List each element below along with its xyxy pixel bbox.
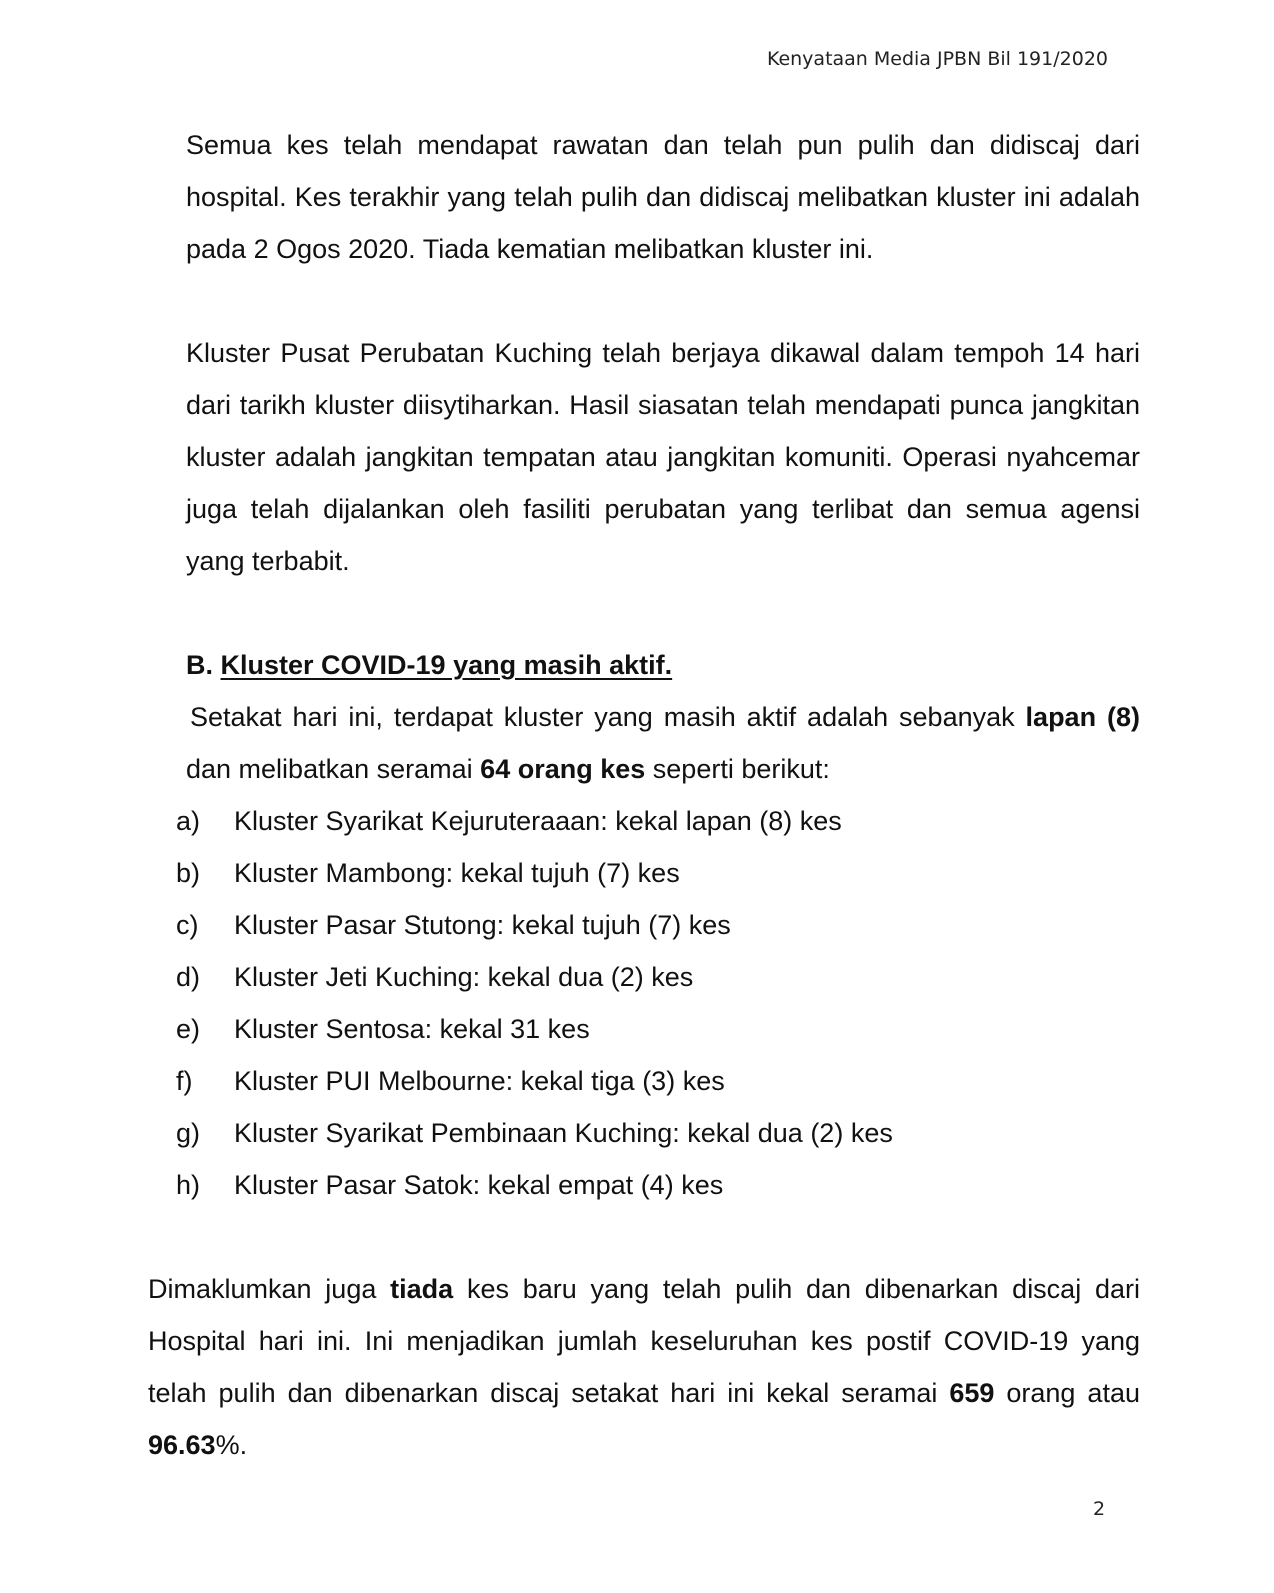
list-marker: b) <box>176 858 201 888</box>
summary-text-4: %. <box>215 1430 248 1460</box>
list-item <box>176 1055 893 1107</box>
list-marker: f) <box>176 1066 193 1096</box>
summary-text-2: kes baru yang telah pulih dan dibenarkan discaj dari Hospital hari ini. Ini menjadikan jumlah keseluruhan kes postif COVID-19 yang telah pulih dan dibenarkan discaj setakat hari ini kekal seramai <box>148 1274 1140 1408</box>
page-number: 2 <box>1093 1498 1106 1520</box>
paragraph-cluster-controlled: Kluster Pusat Perubatan Kuching telah berjaya dikawal dalam tempoh 14 hari dari tarikh kluster diisytiharkan. Hasil siasatan telah mendapati punca jangkitan kluster adalah jangkitan tempatan atau jangkitan komuniti. Operasi nyahcemar juga telah dijalankan oleh fasiliti perubatan yang terlibat dan semua agensi yang terbabit. <box>186 338 1140 576</box>
list-item <box>176 795 893 847</box>
summary-text-3: orang atau <box>1006 1378 1140 1408</box>
list-item <box>176 899 893 951</box>
list-item <box>176 951 893 1003</box>
summary-bold-none: tiada <box>390 1274 454 1304</box>
intro-bold-cluster-count: lapan (8) <box>1025 702 1140 732</box>
list-item-text: Kluster Jeti Kuching: kekal dua (2) kes <box>234 962 694 992</box>
list-item <box>176 1003 893 1055</box>
list-item <box>176 847 893 899</box>
list-marker: c) <box>176 910 199 940</box>
list-marker: g) <box>176 1118 201 1148</box>
list-item-text: Kluster Pasar Stutong: kekal tujuh (7) kes <box>234 910 731 940</box>
intro-text-3: seperti berikut: <box>652 754 830 784</box>
intro-text-2: dan melibatkan seramai <box>186 754 473 784</box>
intro-text-1: Setakat hari ini, terdapat kluster yang masih aktif adalah sebanyak <box>190 702 1015 732</box>
list-item-text: Kluster Syarikat Kejuruteraaan: kekal lapan (8) kes <box>234 806 842 836</box>
list-item-text: Kluster Pasar Satok: kekal empat (4) kes <box>234 1170 724 1200</box>
section-b-prefix: B. <box>186 650 213 680</box>
summary-bold-percentage: 96.63 <box>148 1430 216 1460</box>
list-item <box>176 1159 893 1211</box>
list-marker: a) <box>176 806 201 836</box>
document-header: Kenyataan Media JPBN Bil 191/2020 <box>766 48 1108 70</box>
section-b-title: Kluster COVID-19 yang masih aktif. <box>220 650 673 680</box>
paragraph-recovery-status: Semua kes telah mendapat rawatan dan telah pun pulih dan didiscaj dari hospital. Kes terakhir yang telah pulih dan didiscaj melibatkan kluster ini adalah pada 2 Ogos 2020. Tiada kematian melibatkan kluster ini. <box>186 130 1140 264</box>
list-item <box>176 1107 893 1159</box>
paragraph-active-clusters-intro <box>186 691 1140 795</box>
list-item-text: Kluster PUI Melbourne: kekal tiga (3) kes <box>234 1066 725 1096</box>
list-item-text: Kluster Mambong: kekal tujuh (7) kes <box>234 858 680 888</box>
list-marker: d) <box>176 962 201 992</box>
list-item-text: Kluster Sentosa: kekal 31 kes <box>234 1014 590 1044</box>
list-item-text: Kluster Syarikat Pembinaan Kuching: kekal dua (2) kes <box>234 1118 893 1148</box>
list-marker: h) <box>176 1170 201 1200</box>
summary-text-1: Dimaklumkan juga <box>148 1274 377 1304</box>
active-cluster-list <box>176 795 893 1211</box>
paragraph-discharge-summary <box>148 1263 1140 1471</box>
section-b-heading <box>186 639 672 691</box>
intro-bold-case-count: 64 orang kes <box>480 754 646 784</box>
list-marker: e) <box>176 1014 201 1044</box>
summary-bold-recovered-count: 659 <box>949 1378 995 1408</box>
